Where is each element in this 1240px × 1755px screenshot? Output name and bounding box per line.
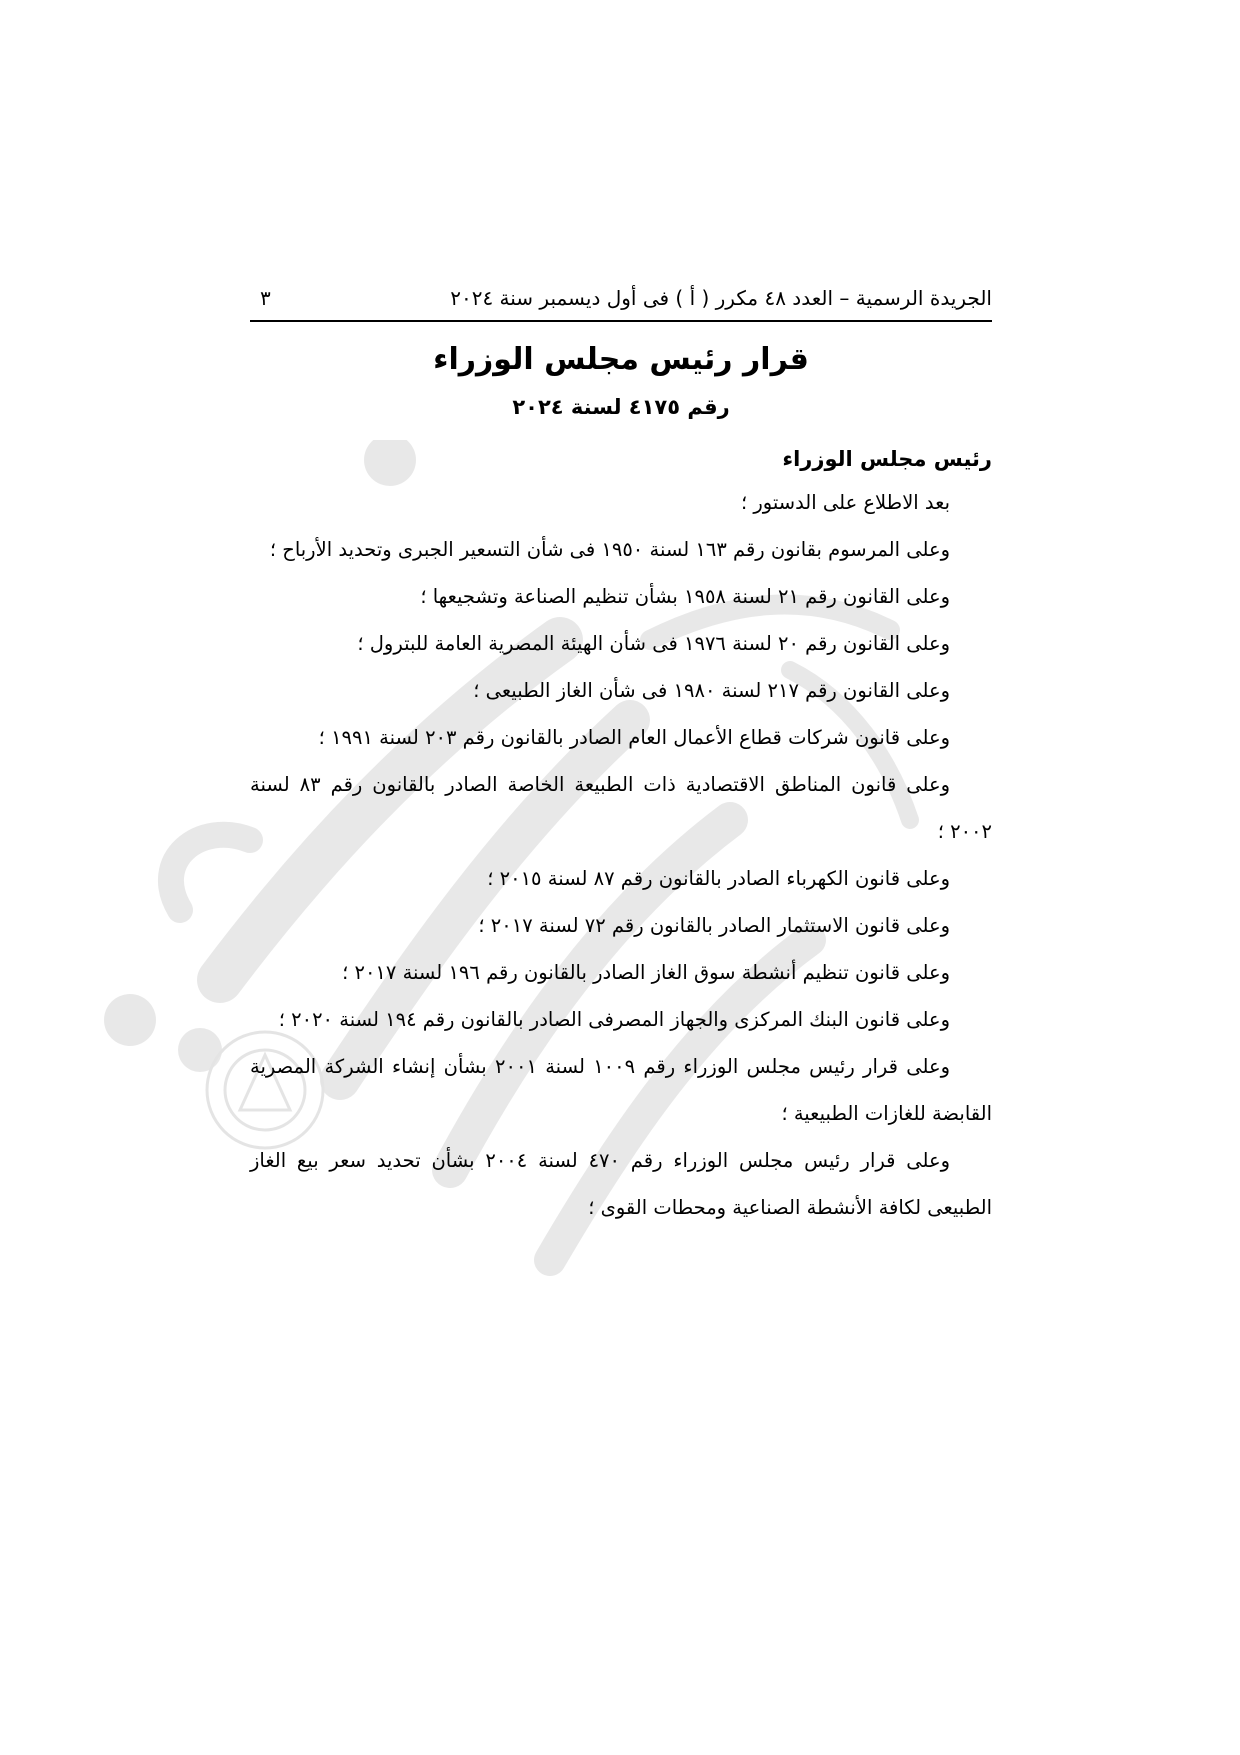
preamble-paragraph: بعد الاطلاع على الدستور ؛ bbox=[740, 491, 950, 514]
issuer-heading: رئيس مجلس الوزراء bbox=[782, 447, 992, 471]
preamble-paragraph: وعلى قرار رئيس مجلس الوزراء رقم ٤٧٠ لسنة ٢٠٠٤ بشأن تحديد سعر بيع الغاز الطبيعى لكافة الأنشطة الصناعية ومحطات القوى ؛ bbox=[250, 1149, 992, 1219]
preamble-paragraph: وعلى قانون المناطق الاقتصادية ذات الطبيعة الخاصة الصادر بالقانون رقم ٨٣ لسنة ٢٠٠٢ ؛ bbox=[250, 773, 992, 843]
preamble-paragraph: وعلى قانون شركات قطاع الأعمال العام الصادر بالقانون رقم ٢٠٣ لسنة ١٩٩١ ؛ bbox=[318, 726, 950, 749]
preamble-body bbox=[250, 479, 992, 1231]
document-page bbox=[250, 286, 992, 1231]
preamble-paragraph: وعلى قانون البنك المركزى والجهاز المصرفى الصادر بالقانون رقم ١٩٤ لسنة ٢٠٢٠ ؛ bbox=[278, 1008, 950, 1031]
decree-title: قرار رئيس مجلس الوزراء bbox=[433, 342, 809, 377]
preamble-paragraph: وعلى قانون الكهرباء الصادر بالقانون رقم ٨٧ لسنة ٢٠١٥ ؛ bbox=[487, 867, 950, 890]
preamble-paragraph: وعلى القانون رقم ٢١٧ لسنة ١٩٨٠ فى شأن الغاز الطبيعى ؛ bbox=[473, 679, 950, 702]
page-number: ٣ bbox=[260, 286, 271, 310]
preamble-paragraph: وعلى قانون الاستثمار الصادر بالقانون رقم ٧٢ لسنة ٢٠١٧ ؛ bbox=[478, 914, 950, 937]
preamble-paragraph: وعلى المرسوم بقانون رقم ١٦٣ لسنة ١٩٥٠ فى شأن التسعير الجبرى وتحديد الأرباح ؛ bbox=[269, 538, 950, 561]
preamble-paragraph: وعلى قرار رئيس مجلس الوزراء رقم ١٠٠٩ لسنة ٢٠٠١ بشأن إنشاء الشركة المصرية القابضة للغازات الطبيعية ؛ bbox=[250, 1055, 992, 1125]
decree-number: رقم ٤١٧٥ لسنة ٢٠٢٤ bbox=[512, 395, 730, 419]
preamble-paragraph: وعلى القانون رقم ٢١ لسنة ١٩٥٨ بشأن تنظيم الصناعة وتشجيعها ؛ bbox=[420, 585, 950, 608]
preamble-paragraph: وعلى قانون تنظيم أنشطة سوق الغاز الصادر بالقانون رقم ١٩٦ لسنة ٢٠١٧ ؛ bbox=[342, 961, 950, 984]
running-header bbox=[250, 286, 992, 322]
preamble-paragraph: وعلى القانون رقم ٢٠ لسنة ١٩٧٦ فى شأن الهيئة المصرية العامة للبترول ؛ bbox=[357, 632, 950, 655]
running-title: الجريدة الرسمية – العدد ٤٨ مكرر ( أ ) فى أول ديسمبر سنة ٢٠٢٤ bbox=[450, 286, 992, 310]
